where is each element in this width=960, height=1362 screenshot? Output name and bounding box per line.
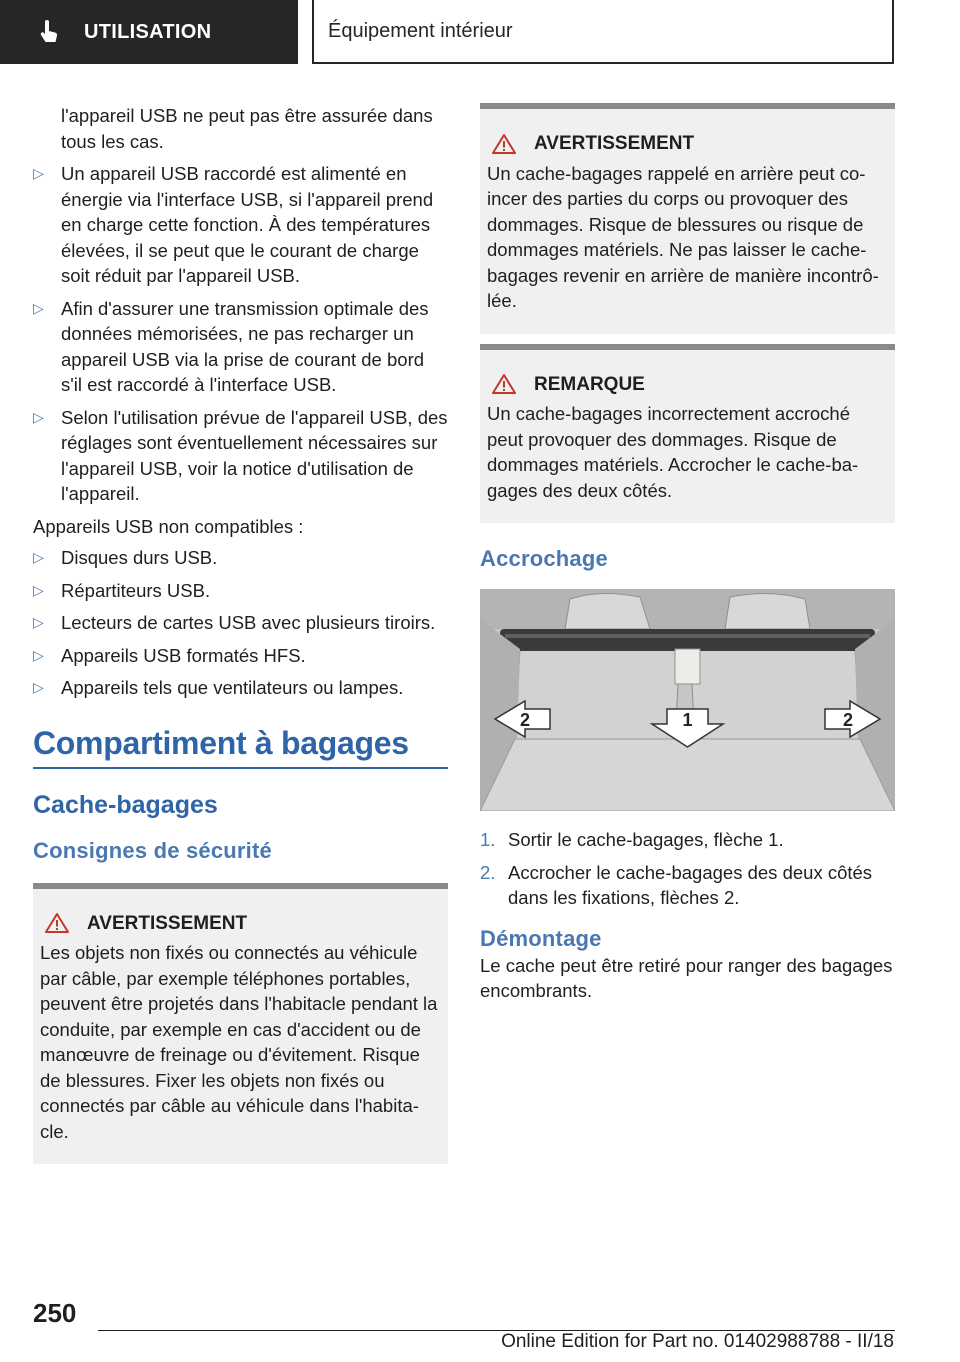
section-tab-label: UTILISATION (84, 20, 212, 43)
list-item: ▷ Lecteurs de cartes USB avec plusieurs tiroirs. (33, 610, 448, 636)
warning-triangle-icon (44, 912, 70, 934)
demontage-text: Le cache peut être retiré pour ranger des bagages encombrants. (480, 954, 893, 1001)
left-column (33, 103, 448, 1164)
chapter-heading: Compartiment à bagages (33, 723, 448, 769)
notice-title: REMARQUE (534, 373, 645, 395)
triangle-bullet-icon: ▷ (33, 408, 44, 425)
steps-list (480, 827, 895, 911)
incompatible-list (33, 545, 448, 701)
list-item: 1. Sortir le cache-bagages, flèche 1. (480, 827, 895, 853)
triangle-bullet-icon: ▷ (33, 614, 44, 630)
hand-pointer-icon (36, 19, 62, 45)
step-number: 2. (480, 861, 496, 883)
arrow-right-label: 2 (842, 710, 854, 730)
list-item: ▷ Un appareil USB raccordé est alimenté en énergie via l'interface USB, si l'appareil prend en charge cette fonction. À des températures élevées, il se peut que le courant de charge soit réduit par l'appareil USB. (33, 163, 434, 286)
cargo-cover-figure (480, 589, 895, 811)
warning-triangle-icon (491, 133, 517, 155)
triangle-bullet-icon: ▷ (33, 646, 44, 663)
page-number: 250 (33, 1298, 77, 1328)
right-column (480, 103, 895, 1010)
step-number: 1. (480, 829, 496, 850)
notice-text: Un cache-bagages incorrectement accroché peut provoquer des dommages. Risque de dommages matériels. Accrocher le cache-bagages des deux côtés. (487, 403, 859, 501)
triangle-bullet-icon: ▷ (33, 679, 44, 695)
usb-notes-list (33, 161, 448, 507)
notice-box (480, 344, 895, 524)
cargo-area-illustration (480, 589, 895, 811)
incompatible-intro: Appareils USB non compatibles : (33, 515, 304, 537)
triangle-bullet-icon: ▷ (33, 299, 44, 316)
list-item: ▷ Afin d'assurer une transmission optimale des données mémorisées, ne pas recharger un appareil USB via la prise de courant de bord s'il est raccordé à l'interface USB. (33, 297, 429, 395)
subsection-heading: Consignes de sécurité (33, 837, 272, 863)
section-heading: Cache-bagages (33, 790, 218, 819)
warning-box (480, 103, 895, 334)
warning-title: AVERTISSEMENT (87, 912, 248, 934)
continued-bullet-text: l'appareil USB ne peut pas être assurée dans tous les cas. (61, 105, 433, 152)
list-item: ▷ Appareils USB formatés HFS. (33, 643, 448, 669)
edition-note: Online Edition for Part no. 01402988788 - II/18 (501, 1331, 894, 1352)
triangle-bullet-icon: ▷ (33, 549, 44, 565)
arrow-center-label: 1 (682, 710, 693, 730)
triangle-bullet-icon: ▷ (33, 165, 44, 181)
section-tab (0, 0, 298, 64)
list-item: ▷ Répartiteurs USB. (33, 578, 448, 604)
warning-box (33, 883, 448, 1165)
warning-title: AVERTISSEMENT (534, 133, 695, 154)
warning-triangle-icon (491, 373, 517, 395)
subsection-heading: Démontage (480, 925, 602, 951)
list-item: 2. Accrocher le cache-bagages des deux côtés dans les fixations, flèches 2. (480, 861, 873, 908)
section-title: Équipement intérieur (312, 0, 894, 64)
subsection-heading: Accrochage (480, 546, 608, 571)
triangle-bullet-icon: ▷ (33, 581, 44, 598)
list-item: ▷ Disques durs USB. (33, 545, 448, 571)
warning-text: Les objets non fixés ou connectés au véhicule par câble, par exemple téléphones portables, peuvent être projetés dans l'habitacle pendant la conduite, par exemple en cas d'accident ou de manœuvre de freinage ou d'évitement. Risque de blessures. Fixer les objets non fixés ou connectés par câble au véhicule dans l'habitacle. (40, 942, 438, 1142)
list-item: ▷ Selon l'utilisation prévue de l'appareil USB, des réglages sont éventuellement nécessaires sur l'appareil USB, voir la notice d'utilisation de l'appareil. (33, 406, 448, 504)
list-item: ▷ Appareils tels que ventilateurs ou lampes. (33, 675, 448, 701)
warning-text: Un cache-bagages rappelé en arrière peut coincer des parties du corps ou provoquer des dommages. Risque de blessures ou risque de dommages matériels. Ne pas laisser le cache-bagages revenir en arrière de manière incontrôlée. (487, 162, 879, 311)
arrow-left-label: 2 (519, 710, 531, 730)
